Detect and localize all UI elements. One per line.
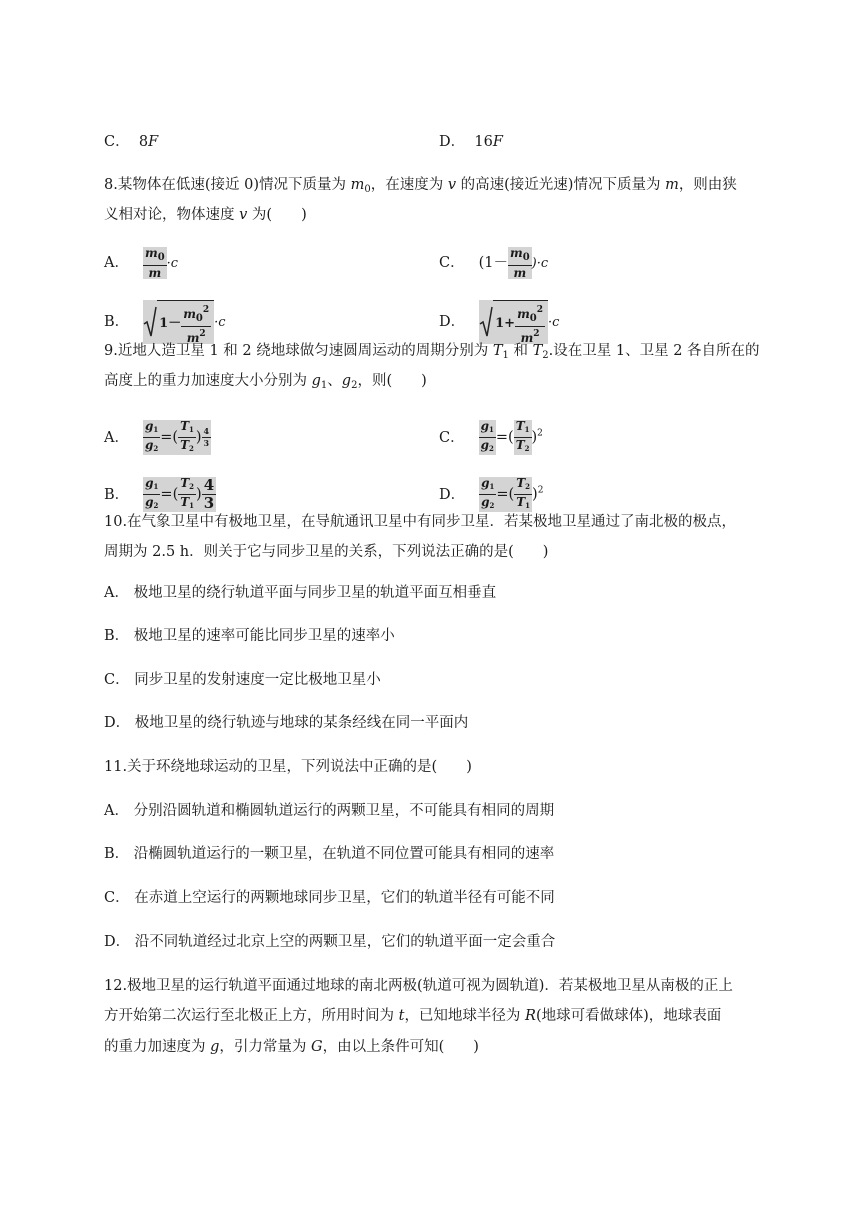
eq: =( [496, 486, 515, 503]
var: m [350, 177, 365, 193]
var: v [239, 207, 248, 223]
text: ，在速度为 [370, 177, 448, 193]
text: (地球可看做球体)，地球表面 [535, 1008, 722, 1024]
option-label: D． [439, 314, 466, 330]
den: T [515, 438, 525, 452]
eq: =( [160, 429, 179, 446]
num: T [180, 419, 189, 433]
formula-image [508, 247, 532, 279]
var: m [665, 177, 679, 193]
text: 为( ) [247, 207, 307, 223]
text: 9.近地人造卫星 1 和 2 绕地球做匀速圆周运动的周期分别为 [104, 343, 493, 359]
exp-den: 3 [203, 438, 210, 448]
sub: 0 [364, 184, 371, 195]
q8-option-b [104, 300, 226, 344]
q9-option-a [104, 420, 211, 455]
num: T [180, 476, 190, 490]
option-label: D． [439, 486, 466, 503]
num: T [516, 476, 526, 490]
var: g [341, 373, 352, 389]
num: m [183, 307, 196, 321]
num: m [144, 246, 158, 260]
sub: 2 [153, 501, 159, 510]
num: g [145, 476, 154, 490]
text: 义相对论，物体速度 [104, 207, 240, 223]
option-label: A． [104, 429, 129, 446]
den: m [520, 331, 534, 345]
var: R [525, 1008, 536, 1024]
den: m [513, 266, 527, 280]
tail: )·c [531, 256, 549, 271]
q11-stem: 11.关于环绕地球运动的卫星，下列说法中正确的是( ) [104, 759, 472, 775]
q9-stem-line1 [104, 340, 760, 367]
tail: ·c [214, 315, 226, 330]
text: 和 [508, 343, 533, 359]
var: T [492, 343, 503, 359]
den: T [180, 438, 189, 452]
text: ，已知地球半径为 [404, 1008, 526, 1024]
sqrt-formula-image [143, 300, 214, 344]
q8-option-d [439, 300, 559, 344]
sub: 0 [529, 313, 537, 324]
sub: 2 [351, 380, 358, 391]
prefix: (1－ [478, 255, 508, 271]
q9-option-c [439, 420, 543, 455]
q7-option-d [439, 131, 503, 153]
option-label: B． [104, 314, 130, 330]
var: t [398, 1008, 405, 1024]
q11-option-b: B． 沿椭圆轨道运行的一颗卫星，在轨道不同位置可能具有相同的速率 [104, 846, 555, 862]
q10-option-b: B． 极地卫星的速率可能比同步卫星的速率小 [104, 628, 395, 644]
option-label: C． [439, 255, 465, 271]
den: T [516, 495, 526, 509]
q10-option-d: D． 极地卫星的绕行轨迹与地球的某条经线在同一平面内 [104, 715, 469, 731]
num: T [515, 419, 525, 433]
formula-image [479, 477, 532, 512]
option-label: B． [104, 486, 130, 503]
tail: ·c [548, 315, 560, 330]
num: g [480, 419, 489, 433]
formula-image [143, 420, 211, 455]
sup: 2 [199, 329, 206, 339]
den: m [186, 331, 200, 345]
q10-stem-line1: 10.在气象卫星中有极地卫星，在导航通讯卫星中有同步卫星．若某极地卫星通过了南北极的极点， [104, 514, 737, 530]
text: ，由以上条件可知( ) [322, 1039, 479, 1055]
exp-num: 4 [203, 426, 210, 436]
sub: 0 [157, 252, 165, 263]
sub: 2 [542, 350, 549, 361]
exp-den: 3 [203, 494, 215, 512]
option-label: C． [104, 134, 130, 150]
text: 方开始第二次运行至北极正上方，所用时间为 [104, 1008, 399, 1024]
one-plus: 1+ [495, 316, 516, 331]
text: .设在卫星 1、卫星 2 各自所在的 [548, 343, 760, 359]
text: ，则由狭 [678, 177, 737, 193]
q8-stem-line1 [104, 174, 737, 201]
q9-option-b [104, 477, 216, 512]
formula-image [143, 477, 216, 512]
eq: =( [495, 429, 514, 446]
radical-sign-icon [143, 306, 157, 338]
den: g [144, 438, 154, 452]
var: G [311, 1039, 323, 1055]
sub: 0 [195, 313, 203, 324]
force-var: F [148, 134, 159, 150]
option-label: D． [439, 134, 466, 150]
q8-option-c [439, 247, 548, 279]
close: ) [532, 486, 538, 503]
var: g [210, 1039, 220, 1055]
sup: 2 [533, 329, 540, 339]
formula-image [143, 247, 167, 279]
sub: 2 [189, 482, 195, 491]
text: 的高速(接近光速)情况下质量为 [456, 177, 666, 193]
tail: ·c [166, 256, 179, 271]
sub: 1 [524, 425, 530, 434]
q8-stem-line2 [104, 204, 307, 226]
sub: 1 [489, 482, 495, 491]
exp: 2 [537, 485, 544, 496]
var: g [311, 373, 321, 389]
q11-option-d: D． 沿不同轨道经过北京上空的两颗卫星，它们的轨道平面一定会重合 [104, 934, 556, 950]
num: g [481, 476, 490, 490]
close: ) [196, 486, 202, 503]
text: 高度上的重力加速度大小分别为 [104, 373, 312, 389]
sub: 2 [189, 444, 194, 453]
sub: 1 [189, 425, 194, 434]
sub: 1 [153, 482, 159, 491]
sub: 2 [525, 482, 531, 491]
sqrt-formula-image [479, 300, 548, 344]
den: g [481, 495, 490, 509]
sub: 1 [153, 425, 159, 434]
sub: 2 [153, 444, 159, 453]
close: ) [531, 429, 538, 446]
q10-option-c: C． 同步卫星的发射速度一定比极地卫星小 [104, 672, 381, 688]
text: 的重力加速度为 [104, 1039, 211, 1055]
option-value: 16 [474, 134, 493, 150]
num: g [144, 419, 154, 433]
q8-option-a [104, 247, 178, 279]
q11-option-a: A． 分别沿圆轨道和椭圆轨道运行的两颗卫星，不可能具有相同的周期 [104, 803, 555, 819]
q11-option-c: C． 在赤道上空运行的两颗地球同步卫星，它们的轨道半径有可能不同 [104, 890, 555, 906]
q10-option-a: A． 极地卫星的绕行轨道平面与同步卫星的轨道平面互相垂直 [104, 585, 497, 601]
sup: 2 [536, 305, 544, 315]
q12-stem-line3 [104, 1036, 479, 1058]
sub: 2 [489, 444, 494, 453]
text: 、 [327, 373, 342, 389]
sup: 2 [202, 305, 210, 315]
sub: 1 [189, 501, 195, 510]
sub: 1 [489, 425, 494, 434]
var: v [447, 177, 457, 193]
text: ，引力常量为 [219, 1039, 312, 1055]
den: m [148, 266, 162, 280]
var: T [532, 343, 543, 359]
sub: 2 [489, 501, 495, 510]
q12-stem-line1: 12.极地卫星的运行轨道平面通过地球的南北两极(轨道可视为圆轨道)．若某极地卫星从南极的正上 [104, 978, 733, 994]
option-value: 8 [138, 134, 149, 150]
q10-stem-line2: 周期为 2.5 h．则关于它与同步卫星的关系，下列说法正确的是( ) [104, 544, 549, 560]
sub: 1 [320, 380, 328, 391]
q9-option-d [439, 477, 543, 512]
radical-sign-icon [479, 306, 493, 338]
one-minus: 1－ [159, 316, 182, 331]
q12-stem-line2 [104, 1005, 721, 1027]
sub: 2 [524, 444, 530, 453]
formula-image [514, 420, 532, 455]
den: g [145, 495, 154, 509]
den: T [180, 495, 190, 509]
num: m [510, 246, 523, 260]
exp: 2 [537, 428, 543, 439]
sub: 1 [525, 501, 531, 510]
sub: 1 [502, 350, 509, 361]
exp-num: 4 [203, 476, 215, 494]
q9-stem-line2 [104, 370, 427, 397]
formula-image [479, 420, 496, 455]
option-label: A． [104, 255, 129, 271]
num: m [517, 307, 530, 321]
sub: 0 [522, 252, 530, 263]
close: ) [195, 429, 202, 446]
eq: =( [160, 486, 179, 503]
q7-option-c [104, 131, 158, 153]
option-label: C． [439, 429, 465, 446]
text: 8.某物体在低速(接近 0)情况下质量为 [104, 177, 351, 193]
text: ，则( ) [357, 373, 427, 389]
force-var: F [492, 134, 503, 150]
den: g [480, 438, 489, 452]
